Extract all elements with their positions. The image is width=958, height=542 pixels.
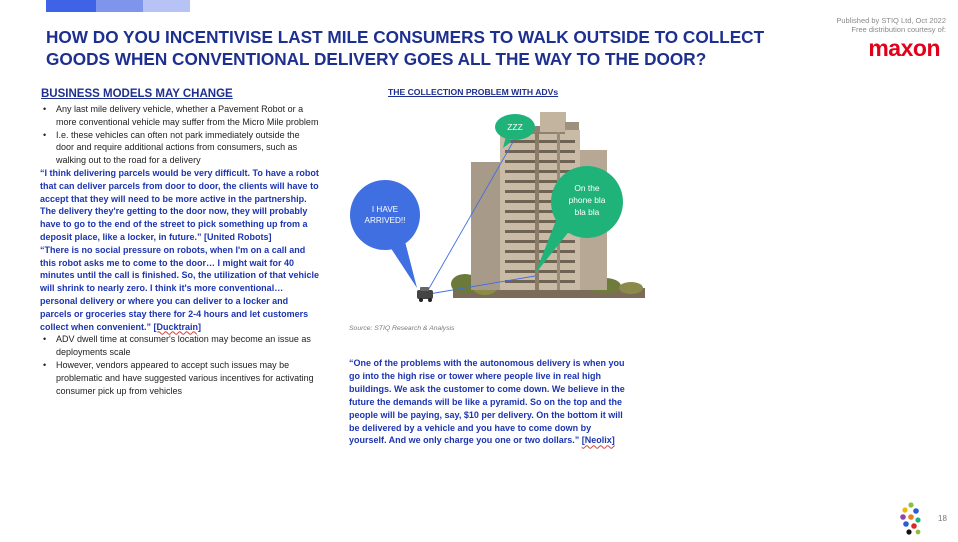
publisher-line-2: Free distribution courtesy of:	[851, 25, 946, 34]
bullet-list-bottom	[40, 333, 320, 397]
arrived-text-line-1: I HAVE	[371, 205, 399, 214]
zzz-text: ZZZ	[507, 122, 523, 132]
quote-united-robots: “I think delivering parcels would be very difficult. To have a robot that can deliver parcels from door to door, the clients will have to accept that they will need to be more active in the partnership. The delivery they're getting to the door now, they will probably have to go to the end of the street to pick something up from a deposit place, like a locker, in future.” [United Robots]	[40, 167, 319, 242]
source-note: Source: STIQ Research & Analysis	[349, 325, 455, 332]
phone-text-line-1: On the	[574, 183, 600, 193]
list-item: • ADV dwell time at consumer's location may become an issue as deployments scale	[56, 333, 320, 359]
collection-problem-illustration	[335, 102, 645, 322]
bullet-list-top	[40, 103, 320, 167]
quote-ducktrain-text: “There is no social pressure on robots, when I'm on a call and this robot asks me to come to the door… I might wait for 40 minutes until the call is finished. So, the utilization of that vehicle will shrink to nearly zero. I think it's more conventional… personal delivery or where you can deliver to a locker and parcels or groceries stay there for 2-4 hours and let customers collect when convenient.”	[40, 244, 320, 332]
quote-neolix-text: “One of the problems with the autonomous delivery is when you go into the high rise or tower where people live in real high buildings. We ask the customer to come down. We believe in the future the demands will be like a pyramid. So on the top and the people will be paying, say, $10 per delivery. On the bottom it will be delivered by a vehicle and you have to come down by yourself. And we only charge you one or two dollars.”	[349, 358, 625, 446]
list-item: • Any last mile delivery vehicle, whether a Pavement Robot or a more conventional vehicle may suffer from the Micro Mile problem	[56, 103, 320, 129]
phone-text-line-2: phone bla	[568, 195, 606, 205]
quote-ducktrain-source: [Ducktrain]	[153, 321, 202, 332]
delivery-robot-icon	[417, 287, 433, 302]
speech-bubble-arrived	[350, 180, 420, 288]
quote-neolix-source: [Neolix]	[581, 435, 615, 446]
stiq-logo-icon	[898, 501, 924, 537]
arrived-text-line-2: ARRIVED!!	[364, 216, 406, 225]
page-number: 18	[938, 514, 947, 523]
section-heading-business-models: BUSINESS MODELS MAY CHANGE	[41, 88, 233, 100]
header-accent-bar-3	[143, 0, 190, 12]
publisher-line-1: Published by STIQ Ltd, Oct 2022	[836, 16, 946, 25]
phone-text-line-3: bla bla	[574, 207, 600, 217]
quote-ducktrain	[40, 244, 320, 334]
header-accent-bar-1	[46, 0, 96, 12]
maxon-logo: maxon	[868, 35, 940, 61]
publisher-note	[836, 16, 946, 34]
header-accent-bar-2	[96, 0, 143, 12]
list-item: • However, vendors appeared to accept such issues may be problematic and have suggested various incentives for activating consumer pick up from vehicles	[56, 359, 320, 397]
illustration-heading: THE COLLECTION PROBLEM WITH ADVs	[388, 87, 559, 97]
quote-neolix	[349, 357, 631, 447]
page-title: HOW DO YOU INCENTIVISE LAST MILE CONSUMERS TO WALK OUTSIDE TO COLLECT GOODS WHEN CONVENTIONAL DELIVERY GOES ALL THE WAY TO THE DOOR?	[46, 27, 765, 69]
left-column	[40, 88, 320, 397]
list-item: • I.e. these vehicles can often not park immediately outside the door and require additional actions from consumers, such as walking out to the road for a delivery	[56, 129, 320, 167]
